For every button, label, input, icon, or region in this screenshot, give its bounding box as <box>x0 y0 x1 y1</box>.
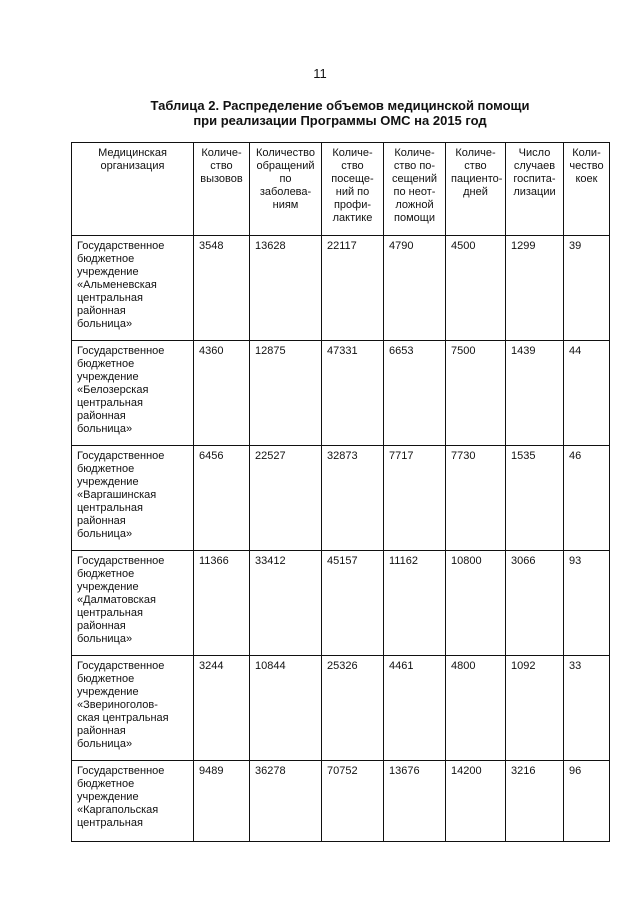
patient-days-cell: 4500 <box>446 236 506 341</box>
beds-cell: 39 <box>564 236 610 341</box>
calls-cell: 11366 <box>194 551 250 656</box>
hospitalizations-cell: 1535 <box>506 446 564 551</box>
header-hospitalizations: Число случаев госпита- лизации <box>506 143 564 236</box>
preventive-visits-cell: 22117 <box>322 236 384 341</box>
disease-visits-cell: 33412 <box>250 551 322 656</box>
table-row <box>72 446 610 551</box>
page-number: 11 <box>313 66 327 81</box>
urgent-visits-cell: 6653 <box>384 341 446 446</box>
header-organization: Медицинская организация <box>72 143 194 236</box>
beds-cell: 44 <box>564 341 610 446</box>
disease-visits-cell: 13628 <box>250 236 322 341</box>
urgent-visits-cell: 7717 <box>384 446 446 551</box>
header-calls: Количе- ство вызовов <box>194 143 250 236</box>
preventive-visits-cell: 45157 <box>322 551 384 656</box>
hospitalizations-cell: 1092 <box>506 656 564 761</box>
disease-visits-cell: 12875 <box>250 341 322 446</box>
organization-cell: Государственное бюджетное учреждение «Далматовская центральная районная больница» <box>72 551 194 656</box>
calls-cell: 3244 <box>194 656 250 761</box>
organization-cell: Государственное бюджетное учреждение «Альменевская центральная районная больница» <box>72 236 194 341</box>
hospitalizations-cell: 3216 <box>506 761 564 842</box>
patient-days-cell: 14200 <box>446 761 506 842</box>
urgent-visits-cell: 13676 <box>384 761 446 842</box>
organization-cell: Государственное бюджетное учреждение «Варгашинская центральная районная больница» <box>72 446 194 551</box>
table-title-line-2: при реализации Программы ОМС на 2015 год <box>193 113 487 128</box>
header-disease-visits: Количество обращений по заболева- ниям <box>250 143 322 236</box>
table-title-line-1: Таблица 2. Распределение объемов медицинской помощи <box>150 98 530 113</box>
hospitalizations-cell: 1439 <box>506 341 564 446</box>
organization-cell: Государственное бюджетное учреждение «Белозерская центральная районная больница» <box>72 341 194 446</box>
calls-cell: 9489 <box>194 761 250 842</box>
beds-cell: 33 <box>564 656 610 761</box>
header-beds: Коли- чество коек <box>564 143 610 236</box>
disease-visits-cell: 10844 <box>250 656 322 761</box>
calls-cell: 4360 <box>194 341 250 446</box>
table-row <box>72 656 610 761</box>
patient-days-cell: 4800 <box>446 656 506 761</box>
table-row <box>72 551 610 656</box>
disease-visits-cell: 36278 <box>250 761 322 842</box>
preventive-visits-cell: 25326 <box>322 656 384 761</box>
header-preventive-visits: Количе- ство посеще- ний по профи- лактике <box>322 143 384 236</box>
urgent-visits-cell: 4790 <box>384 236 446 341</box>
table-title <box>130 98 550 128</box>
hospitalizations-cell: 1299 <box>506 236 564 341</box>
hospitalizations-cell: 3066 <box>506 551 564 656</box>
beds-cell: 46 <box>564 446 610 551</box>
oms-volume-table <box>71 142 610 842</box>
table-header-row <box>72 143 610 236</box>
header-patient-days: Количе- ство пациенто- дней <box>446 143 506 236</box>
preventive-visits-cell: 32873 <box>322 446 384 551</box>
preventive-visits-cell: 70752 <box>322 761 384 842</box>
table-row <box>72 236 610 341</box>
preventive-visits-cell: 47331 <box>322 341 384 446</box>
organization-cell: Государственное бюджетное учреждение «Каргапольская центральная <box>72 761 194 842</box>
table-row <box>72 761 610 842</box>
calls-cell: 6456 <box>194 446 250 551</box>
organization-cell: Государственное бюджетное учреждение «Звериноголов- ская центральная районная больница» <box>72 656 194 761</box>
beds-cell: 96 <box>564 761 610 842</box>
patient-days-cell: 7730 <box>446 446 506 551</box>
urgent-visits-cell: 4461 <box>384 656 446 761</box>
header-urgent-visits: Количе- ство по- сещений по неот- ложной помощи <box>384 143 446 236</box>
table-row <box>72 341 610 446</box>
beds-cell: 93 <box>564 551 610 656</box>
disease-visits-cell: 22527 <box>250 446 322 551</box>
calls-cell: 3548 <box>194 236 250 341</box>
urgent-visits-cell: 11162 <box>384 551 446 656</box>
patient-days-cell: 10800 <box>446 551 506 656</box>
patient-days-cell: 7500 <box>446 341 506 446</box>
